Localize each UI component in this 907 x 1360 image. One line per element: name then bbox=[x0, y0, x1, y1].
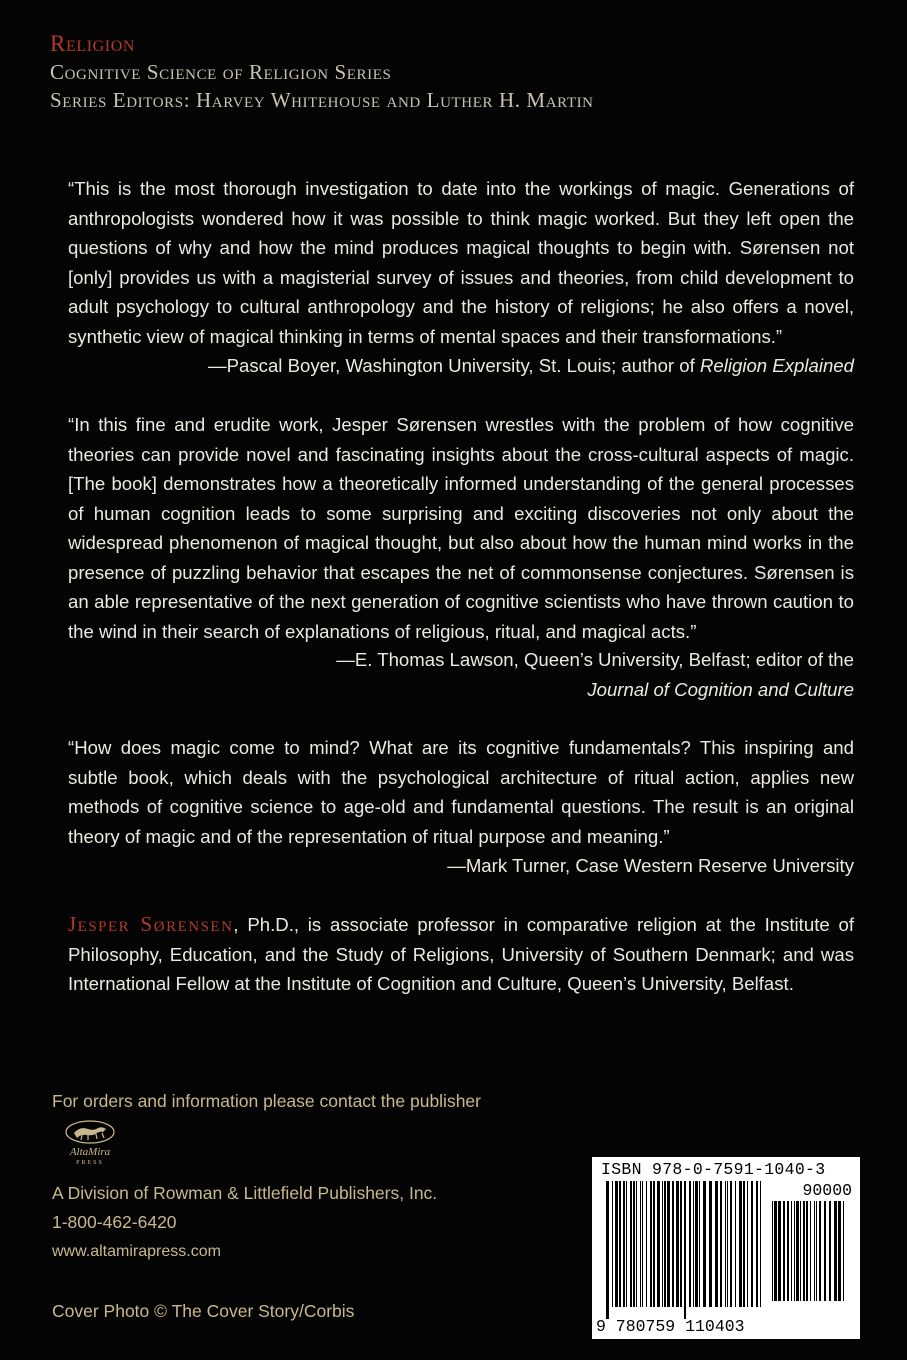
barcode-bar bbox=[816, 1201, 817, 1301]
barcode-bar bbox=[689, 1181, 691, 1307]
barcode-bar bbox=[791, 1201, 792, 1301]
isbn-label: ISBN 978-0-7591-1040-3 bbox=[601, 1160, 826, 1179]
barcode-bar bbox=[650, 1181, 652, 1307]
barcode-bar bbox=[619, 1181, 621, 1307]
barcode-bar bbox=[653, 1181, 655, 1307]
barcode-bar bbox=[756, 1181, 758, 1307]
quote-attribution-turner: —Mark Turner, Case Western Reserve University bbox=[447, 855, 854, 876]
barcode-bar bbox=[760, 1181, 761, 1307]
author-bio-text: , Ph.D., is associate professor in comparative religion at the Institute of Philosophy, Education, and the Study of Religions, University of Southern Denmark; and was International Fellow at the Institute of Cognition and Culture, Queen’s University, Belfast. bbox=[68, 914, 854, 994]
barcode-bar bbox=[646, 1181, 647, 1307]
barcode-bar bbox=[751, 1181, 753, 1307]
barcode-bar bbox=[778, 1201, 781, 1301]
publisher-website: www.altamirapress.com bbox=[52, 1243, 221, 1260]
publisher-division: A Division of Rowman & Littlefield Publishers, Inc. bbox=[52, 1183, 438, 1203]
logo-subtext: PRESS bbox=[76, 1160, 104, 1166]
barcode-bar bbox=[606, 1181, 609, 1319]
barcode-bar bbox=[774, 1201, 777, 1301]
barcode-bar bbox=[703, 1181, 706, 1307]
altamira-logo bbox=[52, 1118, 132, 1166]
barcode-bar bbox=[814, 1201, 815, 1301]
price-code: 90000 bbox=[802, 1181, 852, 1200]
barcode-bar bbox=[796, 1201, 799, 1301]
barcode-bar bbox=[794, 1201, 795, 1301]
barcode-bar bbox=[800, 1201, 801, 1301]
addon-bars bbox=[772, 1201, 850, 1319]
barcode-bar bbox=[672, 1181, 674, 1307]
barcode-bar bbox=[783, 1201, 785, 1301]
author-bio bbox=[68, 910, 854, 999]
barcode-bar bbox=[720, 1181, 722, 1307]
barcode-bar bbox=[684, 1181, 686, 1319]
barcode-bar bbox=[787, 1201, 789, 1301]
barcode-bar bbox=[693, 1181, 694, 1307]
barcode-bar bbox=[735, 1181, 736, 1307]
barcode-bar bbox=[803, 1201, 805, 1301]
quote-boyer: “This is the most thorough investigation to date into the workings of magic. Generations of anthropologists wondered how it was possible to think magic worked. But they left open the questions of why and how the mind produces magical thoughts to begin with. Sørensen not [only] provides us with a magisterial survey of issues and theories, from child development to adult psychology to cultural anthropology and the history of religions; he also offers a novel, synthetic view of magical thinking in terms of mental spaces and their transformations.” bbox=[68, 178, 854, 347]
attribution-journal-title: Journal of Cognition and Culture bbox=[587, 679, 854, 700]
barcode-bar bbox=[806, 1201, 808, 1301]
quote-attribution-boyer bbox=[208, 351, 854, 381]
ean-number: 9 780759 110403 bbox=[596, 1317, 745, 1336]
barcode-bar bbox=[834, 1201, 837, 1301]
barcode-bar bbox=[829, 1201, 831, 1301]
barcode-bar bbox=[730, 1181, 732, 1307]
attribution-text: —Pascal Boyer, Washington University, St. Louis; author of bbox=[208, 355, 700, 376]
barcode-bar bbox=[612, 1181, 613, 1307]
ean-bars bbox=[606, 1181, 766, 1319]
barcode-bar bbox=[747, 1181, 748, 1307]
barcode-bar bbox=[657, 1181, 660, 1307]
barcode-bar bbox=[640, 1181, 641, 1307]
quote-turner: “How does magic come to mind? What are its cognitive fundamentals? This inspiring and subtle book, which deals with the psychological architecture of ritual action, applies new methods of cognitive science to age-old and fundamental questions. The result is an original theory of magic and of the representation of ritual purpose and meaning.” bbox=[68, 737, 854, 847]
barcode-bar bbox=[626, 1181, 627, 1307]
barcode-bar bbox=[615, 1181, 618, 1307]
quote-lawson: “In this fine and erudite work, Jesper Sørensen wrestles with the problem of how cognitive theories can provide novel and fascinating insights about the cross-cultural aspects of magic. [The book] demonstrates how a theoretically informed understanding of the general processes of human cognition leads to some surprising and exciting discoveries not only about the widespread phenomenon of magical thought, but also about how the human mind works in the presence of puzzling behavior that escapes the net of commonsense conjectures. Sørensen is an able representative of the next generation of cognitive scientists who have thrown caution to the wind in their search of explanations of religious, ritual, and magical acts.” bbox=[68, 414, 854, 642]
barcode-bar bbox=[715, 1181, 718, 1307]
barcode-bar bbox=[623, 1181, 625, 1307]
barcode-bar bbox=[772, 1201, 773, 1301]
barcode-bar bbox=[709, 1181, 712, 1307]
series-subtitle: Cognitive Science of Religion Series bbox=[50, 60, 392, 84]
barcode-bar bbox=[810, 1201, 811, 1301]
barcode-bar bbox=[642, 1181, 643, 1307]
publisher-contact: For orders and information please contact the publisher bbox=[52, 1091, 481, 1111]
quote-attribution-lawson: —E. Thomas Lawson, Queen’s University, Belfast; editor of the bbox=[336, 649, 854, 670]
barcode-bar bbox=[699, 1181, 700, 1307]
barcode-bar bbox=[630, 1181, 632, 1307]
press-logo-icon bbox=[52, 1118, 132, 1166]
barcode-bar bbox=[636, 1181, 637, 1307]
attribution-book-title: Religion Explained bbox=[699, 355, 854, 376]
barcode-bar bbox=[819, 1201, 821, 1301]
barcode-bar bbox=[743, 1181, 745, 1307]
series-editors: Series Editors: Harvey Whitehouse and Luther H. Martin bbox=[50, 88, 594, 112]
barcode-bar bbox=[695, 1181, 698, 1307]
barcode-bar bbox=[727, 1181, 728, 1307]
barcode-bar bbox=[739, 1181, 742, 1307]
publisher-phone: 1-800-462-6420 bbox=[52, 1212, 177, 1232]
series-header bbox=[50, 30, 594, 114]
barcode-bar bbox=[843, 1201, 844, 1301]
logo-text: AltaMira bbox=[69, 1146, 111, 1158]
barcode-bar bbox=[824, 1201, 826, 1301]
barcode-bar bbox=[667, 1181, 670, 1307]
barcode-bar bbox=[680, 1181, 682, 1307]
isbn-barcode bbox=[592, 1157, 860, 1339]
barcode-bar bbox=[664, 1181, 666, 1307]
author-name: Jesper Sørensen bbox=[68, 912, 234, 936]
barcode-bar bbox=[633, 1181, 635, 1307]
barcode-bar bbox=[725, 1181, 726, 1307]
cover-photo-credit: Cover Photo © The Cover Story/Corbis bbox=[52, 1301, 355, 1321]
series-title: Religion bbox=[50, 31, 136, 56]
barcode-bar bbox=[838, 1201, 841, 1301]
barcode-bar bbox=[662, 1181, 663, 1307]
barcode-bar bbox=[676, 1181, 679, 1307]
quote-attribution-lawson-journal bbox=[587, 675, 854, 705]
